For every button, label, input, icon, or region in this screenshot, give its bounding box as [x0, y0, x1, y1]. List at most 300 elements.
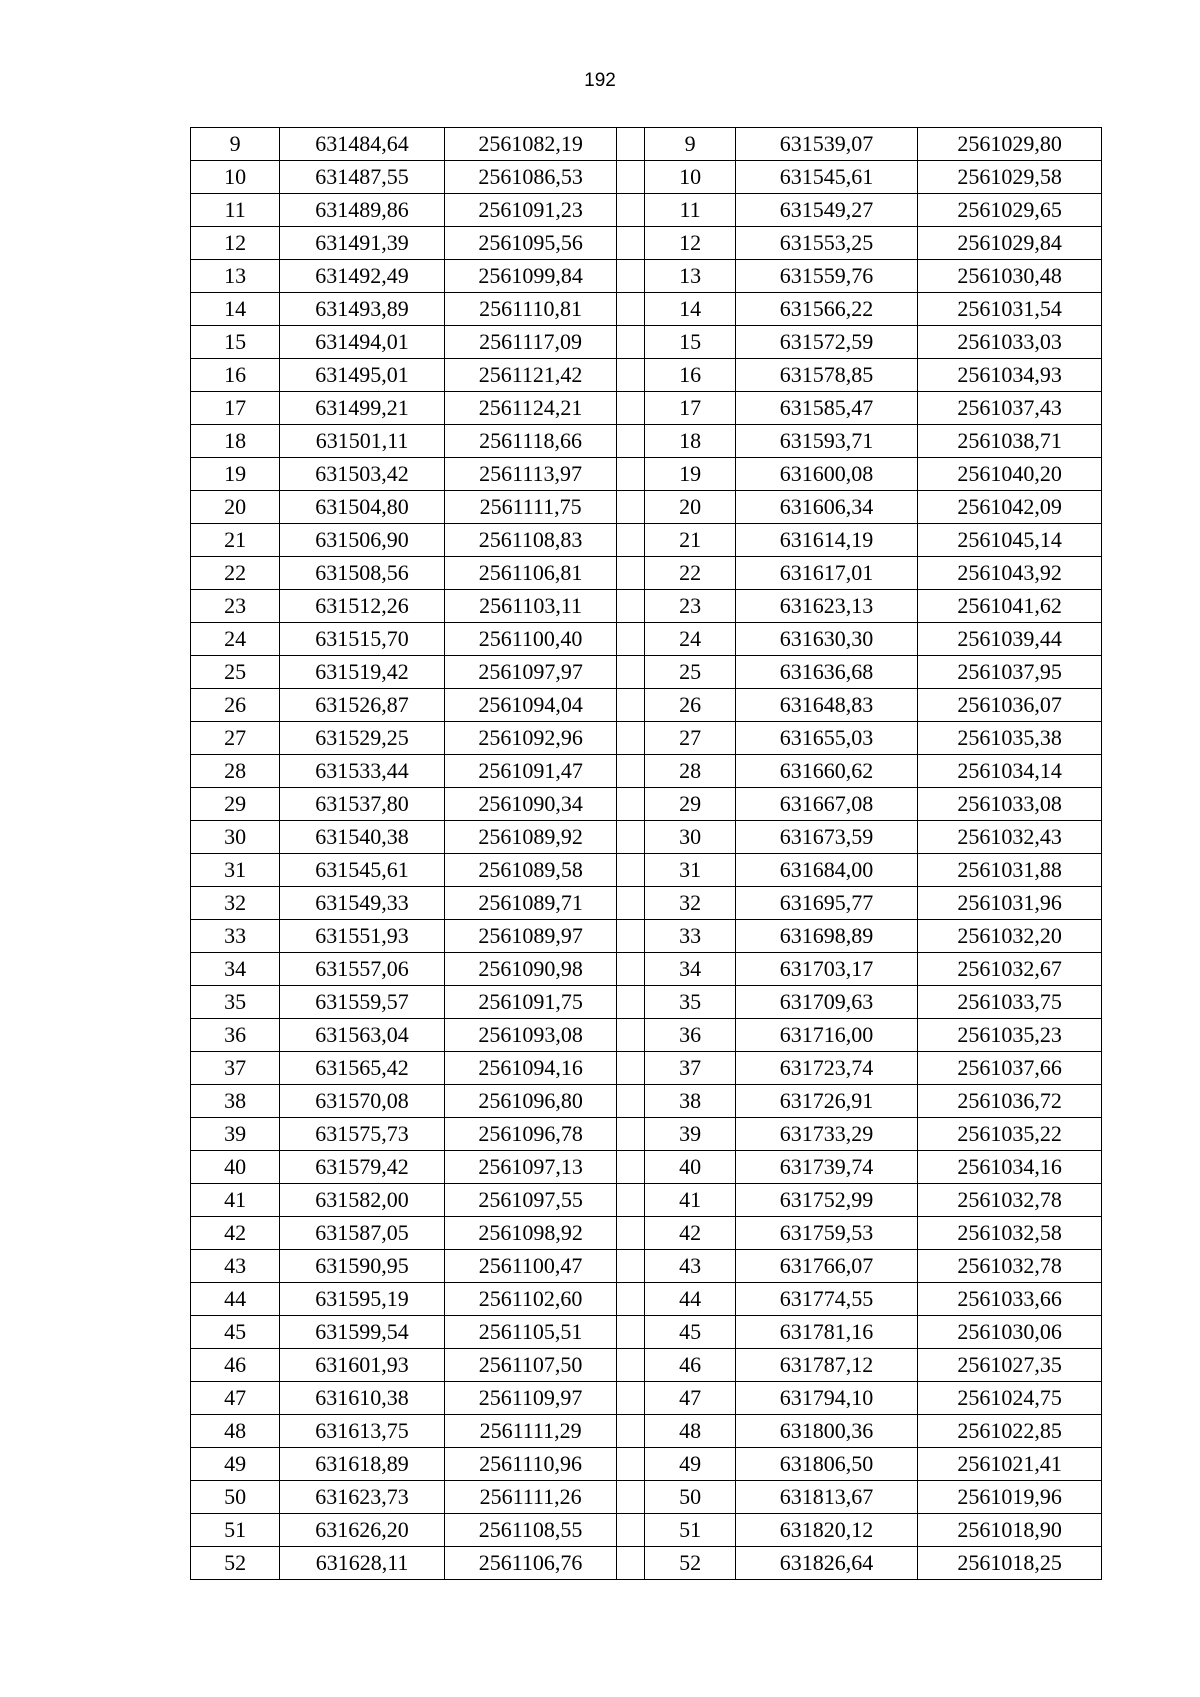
right-point-number: 23	[645, 590, 735, 623]
right-x-coordinate: 631545,61	[735, 161, 918, 194]
left-point-number: 13	[191, 260, 280, 293]
right-x-coordinate: 631739,74	[735, 1151, 918, 1184]
left-x-coordinate: 631626,20	[280, 1514, 445, 1547]
left-point-number: 10	[191, 161, 280, 194]
separator-cell	[617, 920, 645, 953]
table-row	[191, 1019, 1102, 1052]
right-y-coordinate: 2561030,48	[918, 260, 1102, 293]
right-point-number: 14	[645, 293, 735, 326]
left-y-coordinate: 2561108,55	[444, 1514, 617, 1547]
left-x-coordinate: 631484,64	[280, 128, 445, 161]
right-point-number: 49	[645, 1448, 735, 1481]
left-x-coordinate: 631537,80	[280, 788, 445, 821]
right-point-number: 46	[645, 1349, 735, 1382]
right-y-coordinate: 2561032,43	[918, 821, 1102, 854]
right-x-coordinate: 631572,59	[735, 326, 918, 359]
separator-cell	[617, 1019, 645, 1052]
table-row	[191, 788, 1102, 821]
table-row	[191, 359, 1102, 392]
separator-cell	[617, 524, 645, 557]
separator-cell	[617, 689, 645, 722]
right-point-number: 17	[645, 392, 735, 425]
table-row	[191, 1118, 1102, 1151]
right-x-coordinate: 631617,01	[735, 557, 918, 590]
right-point-number: 32	[645, 887, 735, 920]
right-y-coordinate: 2561029,84	[918, 227, 1102, 260]
right-y-coordinate: 2561033,66	[918, 1283, 1102, 1316]
right-x-coordinate: 631614,19	[735, 524, 918, 557]
left-x-coordinate: 631519,42	[280, 656, 445, 689]
left-y-coordinate: 2561121,42	[444, 359, 617, 392]
left-y-coordinate: 2561082,19	[444, 128, 617, 161]
left-x-coordinate: 631545,61	[280, 854, 445, 887]
right-point-number: 43	[645, 1250, 735, 1283]
left-x-coordinate: 631618,89	[280, 1448, 445, 1481]
right-point-number: 21	[645, 524, 735, 557]
right-y-coordinate: 2561018,90	[918, 1514, 1102, 1547]
left-point-number: 9	[191, 128, 280, 161]
left-y-coordinate: 2561100,40	[444, 623, 617, 656]
right-x-coordinate: 631709,63	[735, 986, 918, 1019]
table-row	[191, 821, 1102, 854]
left-y-coordinate: 2561103,11	[444, 590, 617, 623]
right-point-number: 45	[645, 1316, 735, 1349]
right-point-number: 12	[645, 227, 735, 260]
left-x-coordinate: 631570,08	[280, 1085, 445, 1118]
right-y-coordinate: 2561036,07	[918, 689, 1102, 722]
left-y-coordinate: 2561091,23	[444, 194, 617, 227]
left-point-number: 31	[191, 854, 280, 887]
left-point-number: 28	[191, 755, 280, 788]
table-row	[191, 590, 1102, 623]
table-row	[191, 524, 1102, 557]
separator-cell	[617, 656, 645, 689]
left-x-coordinate: 631582,00	[280, 1184, 445, 1217]
left-y-coordinate: 2561094,04	[444, 689, 617, 722]
left-x-coordinate: 631590,95	[280, 1250, 445, 1283]
separator-cell	[617, 1151, 645, 1184]
right-point-number: 50	[645, 1481, 735, 1514]
left-y-coordinate: 2561089,71	[444, 887, 617, 920]
table-row	[191, 1481, 1102, 1514]
separator-cell	[617, 1415, 645, 1448]
left-x-coordinate: 631587,05	[280, 1217, 445, 1250]
separator-cell	[617, 590, 645, 623]
table-row	[191, 656, 1102, 689]
separator-cell	[617, 755, 645, 788]
right-point-number: 19	[645, 458, 735, 491]
left-y-coordinate: 2561113,97	[444, 458, 617, 491]
separator-cell	[617, 1085, 645, 1118]
right-point-number: 30	[645, 821, 735, 854]
right-y-coordinate: 2561030,06	[918, 1316, 1102, 1349]
separator-cell	[617, 1184, 645, 1217]
right-y-coordinate: 2561031,88	[918, 854, 1102, 887]
right-x-coordinate: 631636,68	[735, 656, 918, 689]
table-row	[191, 227, 1102, 260]
right-point-number: 20	[645, 491, 735, 524]
table-row	[191, 755, 1102, 788]
left-point-number: 52	[191, 1547, 280, 1580]
right-point-number: 24	[645, 623, 735, 656]
separator-cell	[617, 557, 645, 590]
left-point-number: 49	[191, 1448, 280, 1481]
right-x-coordinate: 631559,76	[735, 260, 918, 293]
left-x-coordinate: 631551,93	[280, 920, 445, 953]
right-x-coordinate: 631655,03	[735, 722, 918, 755]
right-point-number: 15	[645, 326, 735, 359]
table-row	[191, 887, 1102, 920]
left-point-number: 39	[191, 1118, 280, 1151]
right-x-coordinate: 631539,07	[735, 128, 918, 161]
left-point-number: 26	[191, 689, 280, 722]
left-x-coordinate: 631565,42	[280, 1052, 445, 1085]
table-row	[191, 425, 1102, 458]
separator-cell	[617, 392, 645, 425]
table-row	[191, 1250, 1102, 1283]
left-y-coordinate: 2561089,97	[444, 920, 617, 953]
left-x-coordinate: 631575,73	[280, 1118, 445, 1151]
left-y-coordinate: 2561098,92	[444, 1217, 617, 1250]
right-point-number: 27	[645, 722, 735, 755]
left-x-coordinate: 631610,38	[280, 1382, 445, 1415]
left-point-number: 12	[191, 227, 280, 260]
right-x-coordinate: 631648,83	[735, 689, 918, 722]
right-point-number: 40	[645, 1151, 735, 1184]
left-point-number: 16	[191, 359, 280, 392]
right-point-number: 18	[645, 425, 735, 458]
right-x-coordinate: 631703,17	[735, 953, 918, 986]
right-x-coordinate: 631787,12	[735, 1349, 918, 1382]
left-point-number: 35	[191, 986, 280, 1019]
right-x-coordinate: 631826,64	[735, 1547, 918, 1580]
right-x-coordinate: 631698,89	[735, 920, 918, 953]
right-point-number: 25	[645, 656, 735, 689]
right-y-coordinate: 2561042,09	[918, 491, 1102, 524]
right-y-coordinate: 2561032,78	[918, 1184, 1102, 1217]
right-y-coordinate: 2561021,41	[918, 1448, 1102, 1481]
left-point-number: 40	[191, 1151, 280, 1184]
separator-cell	[617, 1382, 645, 1415]
separator-cell	[617, 458, 645, 491]
left-y-coordinate: 2561107,50	[444, 1349, 617, 1382]
left-x-coordinate: 631628,11	[280, 1547, 445, 1580]
left-point-number: 24	[191, 623, 280, 656]
right-x-coordinate: 631578,85	[735, 359, 918, 392]
left-y-coordinate: 2561094,16	[444, 1052, 617, 1085]
left-y-coordinate: 2561089,92	[444, 821, 617, 854]
right-y-coordinate: 2561019,96	[918, 1481, 1102, 1514]
separator-cell	[617, 260, 645, 293]
left-point-number: 48	[191, 1415, 280, 1448]
right-y-coordinate: 2561031,54	[918, 293, 1102, 326]
left-x-coordinate: 631623,73	[280, 1481, 445, 1514]
left-x-coordinate: 631559,57	[280, 986, 445, 1019]
right-x-coordinate: 631585,47	[735, 392, 918, 425]
separator-cell	[617, 1448, 645, 1481]
left-y-coordinate: 2561091,47	[444, 755, 617, 788]
separator-cell	[617, 425, 645, 458]
right-y-coordinate: 2561027,35	[918, 1349, 1102, 1382]
left-point-number: 25	[191, 656, 280, 689]
page-number: 192	[584, 70, 616, 91]
right-x-coordinate: 631774,55	[735, 1283, 918, 1316]
left-point-number: 44	[191, 1283, 280, 1316]
right-point-number: 34	[645, 953, 735, 986]
left-y-coordinate: 2561108,83	[444, 524, 617, 557]
left-y-coordinate: 2561102,60	[444, 1283, 617, 1316]
right-y-coordinate: 2561037,66	[918, 1052, 1102, 1085]
right-y-coordinate: 2561034,16	[918, 1151, 1102, 1184]
right-y-coordinate: 2561029,65	[918, 194, 1102, 227]
table-row	[191, 854, 1102, 887]
left-point-number: 42	[191, 1217, 280, 1250]
separator-cell	[617, 986, 645, 1019]
left-point-number: 34	[191, 953, 280, 986]
left-y-coordinate: 2561099,84	[444, 260, 617, 293]
right-y-coordinate: 2561031,96	[918, 887, 1102, 920]
left-x-coordinate: 631512,26	[280, 590, 445, 623]
separator-cell	[617, 491, 645, 524]
left-y-coordinate: 2561092,96	[444, 722, 617, 755]
left-point-number: 41	[191, 1184, 280, 1217]
right-point-number: 47	[645, 1382, 735, 1415]
right-x-coordinate: 631781,16	[735, 1316, 918, 1349]
left-point-number: 23	[191, 590, 280, 623]
left-x-coordinate: 631506,90	[280, 524, 445, 557]
separator-cell	[617, 1052, 645, 1085]
separator-cell	[617, 854, 645, 887]
right-point-number: 29	[645, 788, 735, 821]
left-x-coordinate: 631579,42	[280, 1151, 445, 1184]
right-x-coordinate: 631667,08	[735, 788, 918, 821]
table-row	[191, 689, 1102, 722]
right-y-coordinate: 2561032,20	[918, 920, 1102, 953]
separator-cell	[617, 1118, 645, 1151]
table-row	[191, 1382, 1102, 1415]
left-y-coordinate: 2561124,21	[444, 392, 617, 425]
right-point-number: 28	[645, 755, 735, 788]
table-row	[191, 260, 1102, 293]
left-x-coordinate: 631601,93	[280, 1349, 445, 1382]
right-x-coordinate: 631759,53	[735, 1217, 918, 1250]
table-row	[191, 326, 1102, 359]
separator-cell	[617, 359, 645, 392]
right-x-coordinate: 631600,08	[735, 458, 918, 491]
left-x-coordinate: 631515,70	[280, 623, 445, 656]
left-y-coordinate: 2561086,53	[444, 161, 617, 194]
right-point-number: 26	[645, 689, 735, 722]
left-y-coordinate: 2561111,29	[444, 1415, 617, 1448]
right-y-coordinate: 2561033,08	[918, 788, 1102, 821]
separator-cell	[617, 1547, 645, 1580]
table-row	[191, 722, 1102, 755]
right-y-coordinate: 2561037,95	[918, 656, 1102, 689]
left-y-coordinate: 2561110,81	[444, 293, 617, 326]
right-y-coordinate: 2561018,25	[918, 1547, 1102, 1580]
table-row	[191, 128, 1102, 161]
separator-cell	[617, 1283, 645, 1316]
right-point-number: 48	[645, 1415, 735, 1448]
left-y-coordinate: 2561109,97	[444, 1382, 617, 1415]
right-x-coordinate: 631733,29	[735, 1118, 918, 1151]
left-x-coordinate: 631504,80	[280, 491, 445, 524]
table-row	[191, 491, 1102, 524]
right-y-coordinate: 2561035,38	[918, 722, 1102, 755]
right-y-coordinate: 2561043,92	[918, 557, 1102, 590]
left-y-coordinate: 2561090,34	[444, 788, 617, 821]
left-point-number: 45	[191, 1316, 280, 1349]
table-row	[191, 920, 1102, 953]
table-row	[191, 458, 1102, 491]
table-row	[191, 1349, 1102, 1382]
right-point-number: 16	[645, 359, 735, 392]
separator-cell	[617, 623, 645, 656]
right-y-coordinate: 2561034,14	[918, 755, 1102, 788]
left-point-number: 15	[191, 326, 280, 359]
left-y-coordinate: 2561096,80	[444, 1085, 617, 1118]
left-x-coordinate: 631493,89	[280, 293, 445, 326]
right-y-coordinate: 2561032,58	[918, 1217, 1102, 1250]
separator-cell	[617, 194, 645, 227]
right-x-coordinate: 631820,12	[735, 1514, 918, 1547]
right-y-coordinate: 2561033,03	[918, 326, 1102, 359]
left-point-number: 32	[191, 887, 280, 920]
right-x-coordinate: 631660,62	[735, 755, 918, 788]
right-x-coordinate: 631606,34	[735, 491, 918, 524]
left-x-coordinate: 631494,01	[280, 326, 445, 359]
left-x-coordinate: 631595,19	[280, 1283, 445, 1316]
table-row	[191, 1415, 1102, 1448]
left-point-number: 47	[191, 1382, 280, 1415]
left-x-coordinate: 631499,21	[280, 392, 445, 425]
left-y-coordinate: 2561106,81	[444, 557, 617, 590]
right-point-number: 36	[645, 1019, 735, 1052]
table-row	[191, 1547, 1102, 1580]
right-y-coordinate: 2561039,44	[918, 623, 1102, 656]
separator-cell	[617, 128, 645, 161]
left-y-coordinate: 2561111,26	[444, 1481, 617, 1514]
table-row	[191, 392, 1102, 425]
right-point-number: 35	[645, 986, 735, 1019]
left-point-number: 33	[191, 920, 280, 953]
left-point-number: 11	[191, 194, 280, 227]
separator-cell	[617, 1349, 645, 1382]
left-point-number: 51	[191, 1514, 280, 1547]
right-x-coordinate: 631752,99	[735, 1184, 918, 1217]
left-y-coordinate: 2561117,09	[444, 326, 617, 359]
table-row	[191, 194, 1102, 227]
right-x-coordinate: 631549,27	[735, 194, 918, 227]
left-point-number: 17	[191, 392, 280, 425]
right-x-coordinate: 631726,91	[735, 1085, 918, 1118]
left-x-coordinate: 631533,44	[280, 755, 445, 788]
right-y-coordinate: 2561022,85	[918, 1415, 1102, 1448]
right-x-coordinate: 631813,67	[735, 1481, 918, 1514]
right-x-coordinate: 631630,30	[735, 623, 918, 656]
table-row	[191, 161, 1102, 194]
separator-cell	[617, 722, 645, 755]
left-y-coordinate: 2561091,75	[444, 986, 617, 1019]
right-point-number: 9	[645, 128, 735, 161]
left-point-number: 27	[191, 722, 280, 755]
right-x-coordinate: 631806,50	[735, 1448, 918, 1481]
right-y-coordinate: 2561037,43	[918, 392, 1102, 425]
right-point-number: 51	[645, 1514, 735, 1547]
left-x-coordinate: 631491,39	[280, 227, 445, 260]
right-y-coordinate: 2561041,62	[918, 590, 1102, 623]
left-point-number: 43	[191, 1250, 280, 1283]
separator-cell	[617, 887, 645, 920]
table-row	[191, 1052, 1102, 1085]
left-point-number: 38	[191, 1085, 280, 1118]
left-x-coordinate: 631501,11	[280, 425, 445, 458]
left-x-coordinate: 631529,25	[280, 722, 445, 755]
right-x-coordinate: 631553,25	[735, 227, 918, 260]
table-row	[191, 1184, 1102, 1217]
left-x-coordinate: 631508,56	[280, 557, 445, 590]
separator-cell	[617, 1481, 645, 1514]
left-point-number: 50	[191, 1481, 280, 1514]
right-x-coordinate: 631766,07	[735, 1250, 918, 1283]
right-y-coordinate: 2561029,80	[918, 128, 1102, 161]
left-y-coordinate: 2561090,98	[444, 953, 617, 986]
separator-cell	[617, 1316, 645, 1349]
table-row	[191, 557, 1102, 590]
left-x-coordinate: 631599,54	[280, 1316, 445, 1349]
table-row	[191, 623, 1102, 656]
right-point-number: 11	[645, 194, 735, 227]
right-y-coordinate: 2561029,58	[918, 161, 1102, 194]
left-point-number: 22	[191, 557, 280, 590]
left-y-coordinate: 2561100,47	[444, 1250, 617, 1283]
right-point-number: 52	[645, 1547, 735, 1580]
separator-cell	[617, 227, 645, 260]
left-point-number: 19	[191, 458, 280, 491]
right-y-coordinate: 2561040,20	[918, 458, 1102, 491]
right-y-coordinate: 2561036,72	[918, 1085, 1102, 1118]
table-row	[191, 1151, 1102, 1184]
left-x-coordinate: 631492,49	[280, 260, 445, 293]
right-y-coordinate: 2561034,93	[918, 359, 1102, 392]
left-x-coordinate: 631495,01	[280, 359, 445, 392]
right-point-number: 22	[645, 557, 735, 590]
left-x-coordinate: 631526,87	[280, 689, 445, 722]
right-y-coordinate: 2561035,23	[918, 1019, 1102, 1052]
table-row	[191, 1316, 1102, 1349]
separator-cell	[617, 788, 645, 821]
separator-cell	[617, 821, 645, 854]
left-x-coordinate: 631487,55	[280, 161, 445, 194]
separator-cell	[617, 293, 645, 326]
table-row	[191, 1217, 1102, 1250]
separator-cell	[617, 1217, 645, 1250]
left-y-coordinate: 2561111,75	[444, 491, 617, 524]
separator-cell	[617, 953, 645, 986]
right-point-number: 39	[645, 1118, 735, 1151]
left-y-coordinate: 2561097,13	[444, 1151, 617, 1184]
table-row	[191, 1085, 1102, 1118]
right-x-coordinate: 631723,74	[735, 1052, 918, 1085]
right-x-coordinate: 631684,00	[735, 854, 918, 887]
right-y-coordinate: 2561024,75	[918, 1382, 1102, 1415]
separator-cell	[617, 1514, 645, 1547]
coordinates-table-body	[191, 128, 1102, 1580]
right-x-coordinate: 631566,22	[735, 293, 918, 326]
left-point-number: 36	[191, 1019, 280, 1052]
right-point-number: 38	[645, 1085, 735, 1118]
right-x-coordinate: 631794,10	[735, 1382, 918, 1415]
